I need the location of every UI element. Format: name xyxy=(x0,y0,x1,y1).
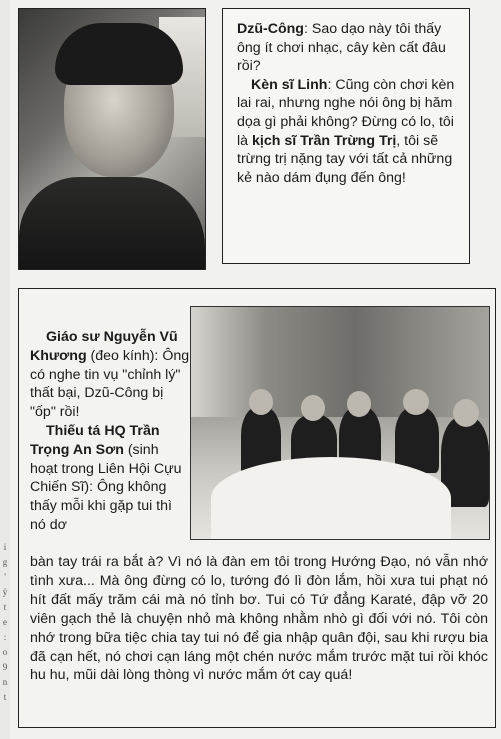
highlighted-name: kịch sĩ Trần Trừng Trị xyxy=(251,132,397,149)
banquet-photo xyxy=(190,306,490,540)
speaker-name: Giáo sư Nguyễn Vũ Khương xyxy=(30,329,178,364)
bottom-dialogue-continuation: bàn tay trái ra bắt à? Vì nó là đàn em tôi trong Hướng Đạo, nó vẫn nhớ tình xưa... Mà ông đừng có lo, tướng đó lì đòn lắm, hồi xưa tui phạt nó hít đất mấy trăm cái mà nó tỉnh bơ. Tui có Tứ đẳng Karaté, đập vỡ 20 viên gạch thẻ là chuyện nhỏ mà không nhằm nhò gì đối với nó. Tôi còn nhớ trong bữa tiệc chia tay tui nó để gia nhập quân đội, sau khi rượu bia đã cạn hết, nó chơi cạn láng một chén nước mắm trước mặt tui rồi khóc hu hu, mũi dài lòng thòng vì nước mắm ớt cay quá! xyxy=(30,554,488,684)
page-margin xyxy=(0,0,10,739)
speaker-name: Thiếu tá HQ Trần Trọng An Sơn xyxy=(30,422,160,458)
dialogue-paragraph-1 xyxy=(237,20,457,76)
dialogue-paragraph-2 xyxy=(237,76,457,188)
portrait-photo xyxy=(18,8,206,270)
speaker-name: Kèn sĩ Linh xyxy=(251,76,328,93)
dialogue-text: : Sao dạo này tôi thấy ông ít chơi nhạc, cây kèn cất đâu rồi? xyxy=(237,21,446,75)
dialogue-text: (đeo kính): Ông có nghe tin vụ "chỉnh lý" thất bại, Dzũ-Công bị "ốp" rồi! xyxy=(30,347,190,421)
dialogue-paragraph-4 xyxy=(30,422,190,535)
top-dialogue-box xyxy=(222,8,470,264)
dialogue-paragraph-3 xyxy=(30,328,190,422)
dialogue-text: (sinh hoạt trong Liên Hội Cựu Chiến Sĩ): Ông không thấy mỗi khi gặp tui thì nó dơ xyxy=(30,441,182,533)
margin-bleed-text: i g ' ÿ t e : o 9 n t xyxy=(2,542,8,702)
bottom-dialogue-column xyxy=(30,328,190,535)
dialogue-text: : Cũng còn chơi kèn lai rai, nhưng nghe nói ông bị hăm dọa gì phải không? Đừng có lo, tôi là xyxy=(237,76,455,149)
dialogue-text: , tôi sẽ trừng trị nặng tay với tất cả những kẻ nào dám đụng đến ông! xyxy=(237,132,453,186)
speaker-name: Dzũ-Công xyxy=(237,21,304,37)
